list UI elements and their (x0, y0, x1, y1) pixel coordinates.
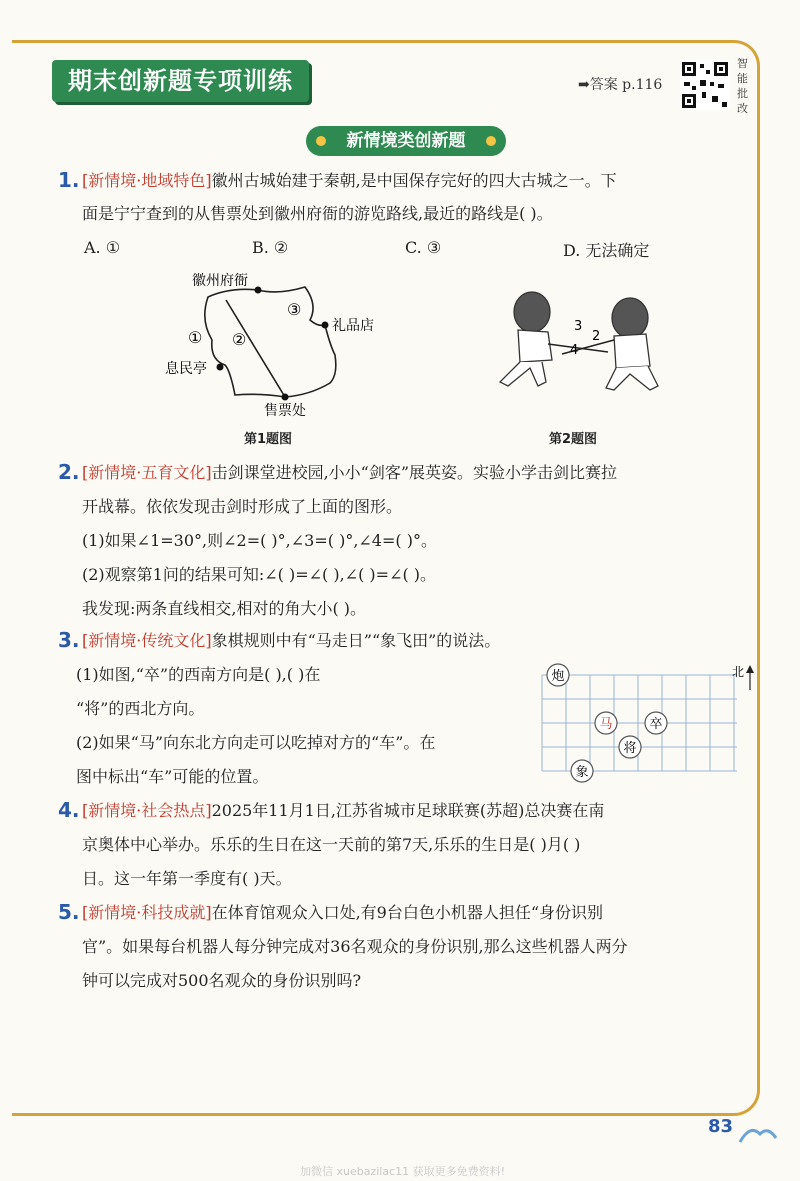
angle-4-label: 4 (570, 343, 579, 358)
option-a: A. ① (84, 238, 121, 257)
question-number: 5. (58, 900, 80, 924)
page-title: 期末创新题专项训练 (52, 60, 309, 102)
option-b: B. ② (252, 238, 289, 257)
point-ticket-office (282, 394, 289, 401)
fencer-left-body (518, 330, 552, 362)
question-number: 1. (58, 168, 80, 192)
question-text: 2025年11月1日,江苏省城市足球联赛(苏超)总决赛在南 (211, 801, 605, 820)
question-1-line-2: 面是宁宁查到的从售票处到徽州府衙的游览路线,最近的路线是( )。 (82, 204, 553, 223)
north-label: 北 (732, 665, 745, 679)
question-tag: [新情境·传统文化] (82, 631, 212, 650)
piece-pao-label: 炮 (551, 669, 565, 684)
piece-ma-label: 马 (599, 717, 613, 732)
footer-watermark: 加微信 xuebazilac11 获取更多免费资料! (300, 1165, 506, 1178)
figure-1-caption: 第1题图 (244, 432, 293, 447)
question-text: 在体育馆观众入口处,有9台白色小机器人担任“身份识别 (211, 903, 604, 922)
route-label-2: ② (232, 330, 247, 349)
question-5-line-2: 官”。如果每台机器人每分钟完成对36名观众的身份识别,那么这些机器人两分 (82, 937, 628, 956)
map-label-fuya: 徽州府衙 (192, 273, 248, 289)
fencer-right-body (614, 334, 650, 368)
fencing-illustration (490, 290, 680, 395)
question-number: 3. (58, 628, 80, 652)
question-2-line-2: 开战幕。依依发现击剑时形成了上面的图形。 (82, 497, 403, 516)
qr-code-icon (680, 60, 730, 110)
question-4-line-2: 京奥体中心举办。乐乐的生日在这一天前的第7天,乐乐的生日是( )月( ) (82, 835, 581, 854)
question-2-sub-2: (2)观察第1问的结果可知:∠( )=∠( ),∠( )=∠( )。 (82, 565, 437, 584)
question-5-line-1 (82, 902, 603, 924)
route-outline (205, 287, 336, 397)
map-label-ximin-pavilion: 息民亭 (165, 361, 207, 377)
piece-xiang-label: 象 (575, 765, 589, 780)
fencer-right-legs (606, 366, 658, 390)
wave-decoration-icon (738, 1120, 778, 1146)
question-3-sub-2a: (2)如果“马”向东北方向走可以吃掉对方的“车”。在 (76, 733, 436, 752)
question-tag: [新情境·社会热点] (82, 801, 212, 820)
question-2-line-1 (82, 462, 617, 484)
question-3-sub-2b: 图中标出“车”可能的位置。 (76, 767, 269, 786)
fencer-right-mask (612, 298, 648, 338)
question-2-sub-1: (1)如果∠1=30°,则∠2=( )°,∠3=( )°,∠4=( )°。 (82, 531, 437, 550)
question-number: 4. (58, 798, 80, 822)
map-label-gift-shop: 礼品店 (332, 318, 374, 334)
fencer-left-mask (514, 292, 550, 332)
north-arrowhead-icon (746, 665, 754, 673)
chess-board (532, 660, 757, 790)
smart-grading-label: 智能批改 (737, 57, 748, 115)
route-label-3: ③ (287, 300, 302, 319)
section-title-text: 新情境类创新题 (346, 131, 466, 151)
piece-jiang-label: 将 (623, 741, 637, 756)
question-4-line-3: 日。这一年第一季度有( )天。 (82, 869, 292, 888)
question-number: 2. (58, 460, 80, 484)
question-tag: [新情境·地域特色] (82, 171, 212, 190)
answer-reference: ➡答案 p.116 (578, 77, 663, 93)
question-2-sub-3: 我发现:两条直线相交,相对的角大小( )。 (82, 599, 367, 618)
section-title (306, 126, 506, 156)
page-number: 83 (708, 1116, 734, 1137)
question-4-line-1 (82, 800, 604, 822)
question-3-sub-1b: “将”的西北方向。 (76, 699, 205, 718)
point-ximin-pavilion (217, 364, 224, 371)
point-gift-shop (322, 322, 329, 329)
route-label-1: ① (188, 328, 203, 347)
fencer-left-legs (500, 362, 546, 386)
bullet-dot-icon (486, 136, 496, 146)
option-c: C. ③ (405, 238, 442, 257)
route-map (160, 265, 400, 425)
question-3-sub-1a: (1)如图,“卒”的西南方向是( ),( )在 (76, 665, 321, 684)
question-5-line-3: 钟可以完成对500名观众的身份识别吗? (82, 971, 362, 990)
piece-zu-label: 卒 (649, 717, 663, 732)
question-text: 击剑课堂进校园,小小“剑客”展英姿。实验小学击剑比赛拉 (211, 463, 618, 482)
angle-3-label: 3 (574, 319, 583, 334)
question-3-line-1 (82, 630, 500, 652)
question-tag: [新情境·科技成就] (82, 903, 212, 922)
question-tag: [新情境·五育文化] (82, 463, 212, 482)
option-d: D. 无法确定 (563, 241, 650, 260)
map-label-ticket-office: 售票处 (264, 403, 306, 419)
question-1-line-1 (82, 170, 617, 192)
point-fuya (255, 287, 262, 294)
figure-2-caption: 第2题图 (549, 432, 598, 447)
question-text: 徽州古城始建于秦朝,是中国保存完好的四大古城之一。下 (211, 171, 617, 190)
question-text: 象棋规则中有“马走日”“象飞田”的说法。 (211, 631, 501, 650)
angle-2-label: 2 (592, 329, 601, 344)
bullet-dot-icon (316, 136, 326, 146)
